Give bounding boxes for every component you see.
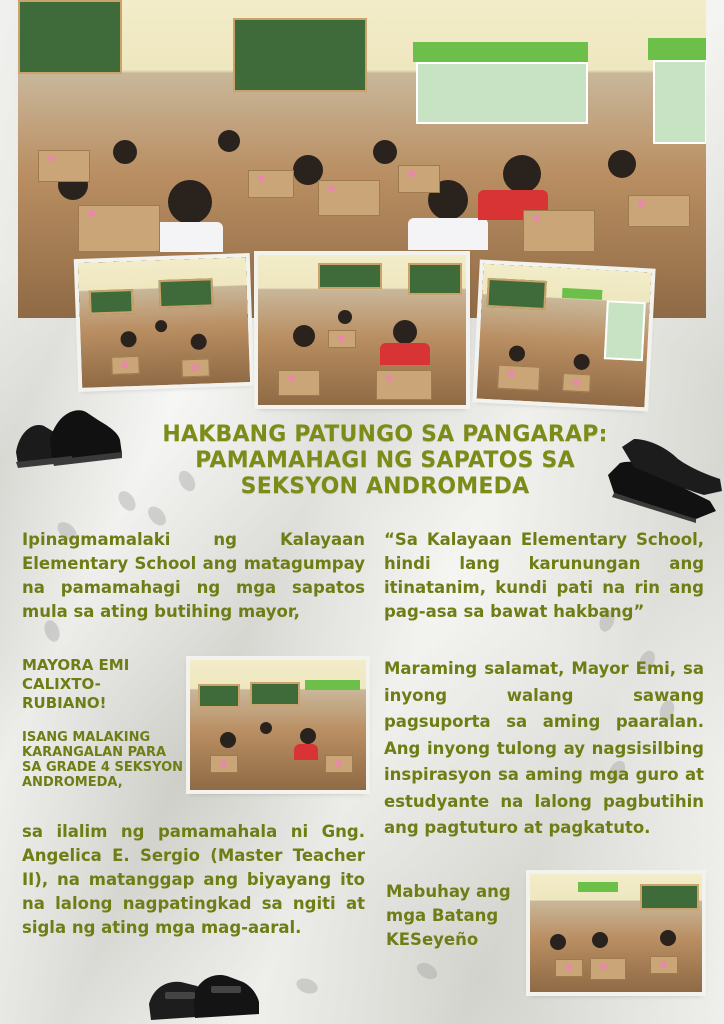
headline-line-3: SEKSYON ANDROMEDA — [240, 474, 530, 499]
classroom-photo-2 — [258, 255, 466, 405]
classroom-photo-5 — [530, 874, 702, 992]
headline-line-2: PAMAMAHAGI NG SAPATOS SA — [195, 448, 575, 473]
quote-paragraph: “Sa Kalayaan Elementary School, hindi lang karunungan ang itinatanim, kundi pati na rin ang pag-asa sa bawat hakbang” — [384, 530, 704, 621]
shoe-pair-icon — [10, 400, 128, 475]
intro-paragraph: Ipinagmamalaki ng Kalayaan Elementary School ang matagumpay na pamamahagi ng mga sapatos mula sa ating butihing mayor, — [22, 530, 365, 621]
classroom-photo-4 — [190, 660, 366, 790]
closing-text: Mabuhay ang mga Batang KESeyeño — [386, 882, 511, 949]
mayor-name: MAYORA EMI CALIXTO-RUBIANO! — [22, 656, 130, 712]
thanks-paragraph: Maraming salamat, Mayor Emi, sa inyong walang sawang pagsuporta sa aming paaralan. Ang inyong tulong ay nagsisilbing inspirasyon sa aming mga guro at estudyante na lalong pagbutihin ang pagtuturo at pagkatuto. — [384, 659, 704, 837]
classroom-photo-1 — [78, 257, 250, 388]
headline-line-1: HAKBANG PATUNGO SA PANGARAP: — [162, 422, 608, 447]
article-headline — [150, 422, 620, 500]
shoe-pair-icon — [145, 968, 263, 1024]
body-paragraph: sa ilalim ng pamamahala ni Gng. Angelica E. Sergio (Master Teacher II), na matanggap ang biyayang ito na lalong nagpatingkad sa ngiti at sigla ng ating mga mag-aaral. — [22, 822, 365, 937]
classroom-photo-3 — [477, 264, 652, 408]
honor-text: ISANG MALAKING KARANGALAN PARA SA GRADE 4 SEKSYON ANDROMEDA, — [22, 730, 184, 790]
